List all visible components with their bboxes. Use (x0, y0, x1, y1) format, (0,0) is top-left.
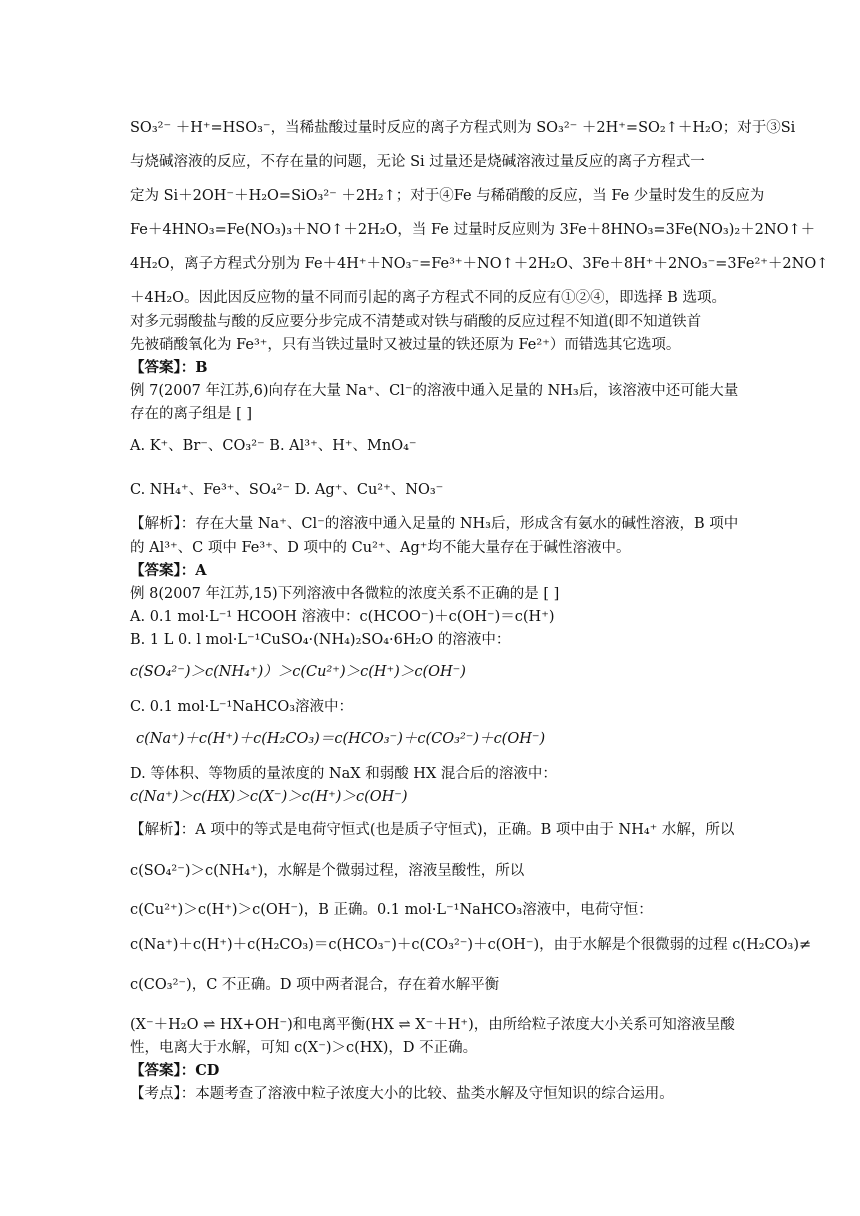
example-8-heading: 例 8(2007 年江苏,15)下列溶液中各微粒的浓度关系不正确的是 [ ] (130, 586, 560, 602)
text-line: 与烧碱溶液的反应，不存在量的问题，无论 Si 过量还是烧碱溶液过量反应的离子方程式一 (130, 154, 705, 170)
formula-line: c(Na⁺)＞c(HX)＞c(X⁻)＞c(H⁺)＞c(OH⁻) (130, 789, 408, 805)
text-line: SO₃²⁻ ＋H⁺=HSO₃⁻，当稀盐酸过量时反应的离子方程式则为 SO₃²⁻ ＋2H⁺=SO₂↑＋H₂O；对于③Si (130, 120, 796, 136)
option-a: A. 0.1 mol·L⁻¹ HCOOH 溶液中：c(HCOO⁻)＋c(OH⁻)＝c(H⁺) (130, 609, 555, 625)
formula-line: c(Na⁺)＋c(H⁺)＋c(H₂CO₃)＝c(HCO₃⁻)＋c(CO₃²⁻)＋c(OH⁻) (136, 731, 546, 747)
text-line: 先被硝酸氧化为 Fe³⁺，只有当铁过量时又被过量的铁还原为 Fe²⁺）而错选其它选项。 (130, 337, 681, 353)
text-line: (X⁻＋H₂O ⇌ HX+OH⁻)和电离平衡(HX ⇌ X⁻＋H⁺)，由所给粒子浓度大小关系可知溶液呈酸 (130, 1017, 735, 1033)
option-b: B. 1 L 0. l mol·L⁻¹CuSO₄·(NH₄)₂SO₄·6H₂O 的溶液中： (130, 632, 511, 648)
text-line: Fe＋4HNO₃=Fe(NO₃)₃＋NO↑＋2H₂O，当 Fe 过量时反应则为 3Fe＋8HNO₃=3Fe(NO₃)₂＋2NO↑＋ (130, 222, 816, 238)
text-line: 性，电离大于水解，可知 c(X⁻)＞c(HX)，D 不正确。 (130, 1040, 478, 1056)
formula-line: c(SO₄²⁻)＞c(NH₄⁺)）＞c(Cu²⁺)＞c(H⁺)＞c(OH⁻) (130, 664, 466, 680)
key-point-line: 【考点】：本题考查了溶液中粒子浓度大小的比较、盐类水解及守恒知识的综合运用。 (130, 1086, 674, 1102)
analysis-line: 【解析】：A 项中的等式是电荷守恒式(也是质子守恒式)，正确。B 项中由于 NH₄⁺ 水解，所以 (130, 822, 735, 838)
answer-label: 【答案】：A (130, 562, 207, 579)
text-line: 4H₂O，离子方程式分别为 Fe＋4H⁺＋NO₃⁻=Fe³⁺＋NO↑＋2H₂O、3Fe＋8H⁺＋2NO₃⁻=3Fe²⁺＋2NO↑ (130, 256, 829, 272)
text-line: 存在的离子组是 [ ] (130, 406, 253, 422)
text-line: c(Cu²⁺)＞c(H⁺)＞c(OH⁻)，B 正确。0.1 mol·L⁻¹NaHCO₃溶液中，电荷守恒： (130, 902, 653, 918)
text-line: c(CO₃²⁻)，C 不正确。D 项中两者混合，存在着水解平衡 (130, 977, 500, 993)
text-line: 定为 Si＋2OH⁻＋H₂O=SiO₃²⁻ ＋2H₂↑；对于④Fe 与稀硝酸的反应，当 Fe 少量时发生的反应为 (130, 188, 765, 204)
text-line: 的 Al³⁺、C 项中 Fe³⁺、D 项中的 Cu²⁺、Ag⁺均不能大量存在于碱性溶液中。 (130, 540, 631, 556)
example-7-heading: 例 7(2007 年江苏,6)向存在大量 Na⁺、Cl⁻的溶液中通入足量的 NH₃后，该溶液中还可能大量 (130, 383, 739, 399)
text-line: ＋4H₂O。因此因反应物的量不同而引起的离子方程式不同的反应有①②④，即选择 B 选项。 (130, 290, 726, 306)
answer-label: 【答案】：B (130, 359, 208, 376)
option-d: D. 等体积、等物质的量浓度的 NaX 和弱酸 HX 混合后的溶液中： (130, 766, 557, 782)
text-line: c(SO₄²⁻)＞c(NH₄⁺)，水解是个微弱过程，溶液呈酸性，所以 (130, 863, 525, 879)
text-line: 对多元弱酸盐与酸的反应要分步完成不清楚或对铁与硝酸的反应过程不知道(即不知道铁首 (130, 314, 702, 330)
option-c-d: C. NH₄⁺、Fe³⁺、SO₄²⁻ D. Ag⁺、Cu²⁺、NO₃⁻ (130, 482, 444, 498)
answer-label: 【答案】：CD (130, 1062, 220, 1079)
analysis-line: 【解析】：存在大量 Na⁺、Cl⁻的溶液中通入足量的 NH₃后，形成含有氨水的碱性溶液，B 项中 (130, 516, 739, 532)
text-line: c(Na⁺)＋c(H⁺)＋c(H₂CO₃)＝c(HCO₃⁻)＋c(CO₃²⁻)＋c(OH⁻)，由于水解是个很微弱的过程 c(H₂CO₃)≠ (130, 937, 812, 953)
option-c: C. 0.1 mol·L⁻¹NaHCO₃溶液中： (130, 699, 354, 715)
option-a-b: A. K⁺、Br⁻、CO₃²⁻ B. Al³⁺、H⁺、MnO₄⁻ (130, 438, 417, 454)
